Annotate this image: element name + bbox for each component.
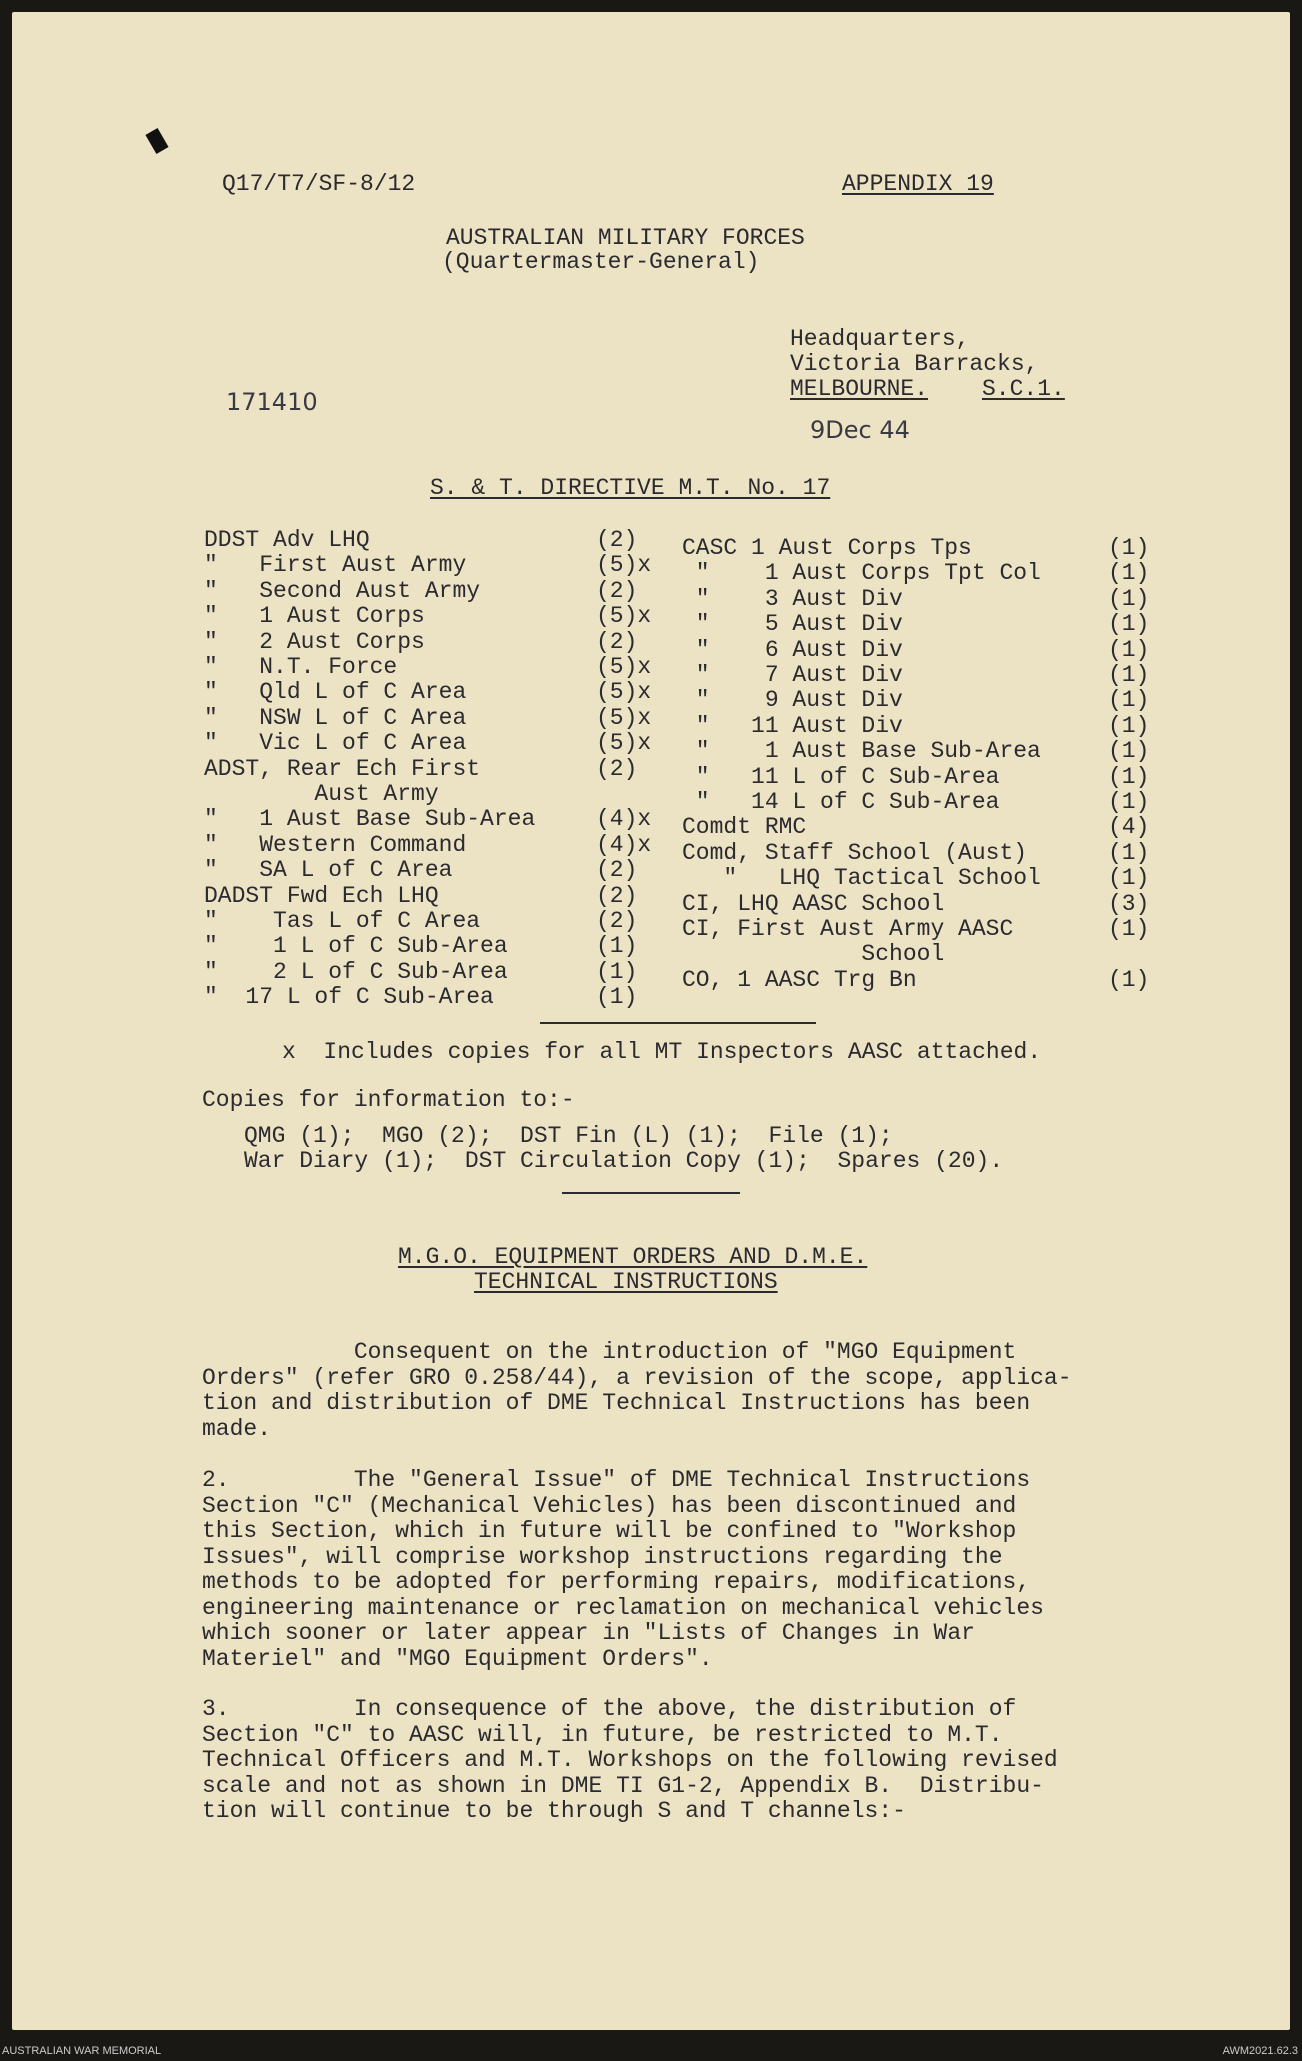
para2-line: Materiel" and "MGO Equipment Orders". (202, 1645, 713, 1672)
dist_right-entry-label: " 3 Aust Div (682, 585, 903, 612)
dist_left-entry-label: ADST, Rear Ech First (204, 755, 481, 782)
dist_right-entry-label: Comd, Staff School (Aust) (682, 839, 1028, 866)
address-line-4: S.C.1. (982, 376, 1065, 402)
dist_right-entry-label: CI, First Aust Army AASC (682, 916, 1014, 942)
copies-line-1: QMG (1); MGO (2); DST Fin (L) (1); File (1); (244, 1123, 893, 1149)
dist_right-entry-label: " 1 Aust Base Sub-Area (682, 738, 1041, 765)
appendix-label: APPENDIX 19 (842, 171, 994, 197)
dist_left-entry-label: DDST Adv LHQ (204, 527, 370, 553)
section-title-line-1: M.G.O. EQUIPMENT ORDERS AND D.M.E. (398, 1244, 868, 1270)
dist_right-entry-count: (1) (1108, 687, 1150, 714)
dist_left-entry-count: (5)х (596, 552, 652, 579)
document-date: 9Dec 44 (810, 416, 910, 444)
dist_left-entry-count: (2) (596, 577, 638, 604)
dist_left-entry-label: " NSW L of C Area (204, 704, 467, 731)
para1-line: tion and distribution of DME Technical Instructions has been (202, 1390, 1031, 1416)
footer-credit: AUSTRALIAN WAR MEMORIAL (2, 2045, 162, 2057)
footer-accession: AWM2021.62.3 (1222, 2045, 1298, 2057)
dist_left-entry-label: " First Aust Army (204, 552, 467, 579)
dist_right-entry-label: CI, LHQ AASC School (682, 890, 945, 917)
paragraph-1 (202, 1340, 1122, 1442)
dist_left-entry-count: (5)х (596, 730, 652, 757)
dist_right-entry-label: " 6 Aust Div (682, 636, 903, 663)
para3-line: Technical Officers and M.T. Workshops on the following revised (202, 1747, 1058, 1773)
dist_right-entry-label: Comdt RMC (682, 814, 807, 841)
dist_left-entry-count: (5)х (596, 679, 652, 706)
para2-line: Section "C" (Mechanical Vehicles) has been discontinued and (202, 1492, 1017, 1519)
footnote: х Includes copies for all MT Inspectors AASC attached. (282, 1039, 1042, 1065)
dist_right-entry-count: (1) (1108, 662, 1150, 688)
para3-line: 3. In consequence of the above, the distribution of (202, 1696, 1017, 1722)
dist_right-entry-label: " 9 Aust Div (682, 687, 903, 714)
dist_left-entry-label: " 1 Aust Base Sub-Area (204, 806, 536, 833)
dist_right-entry-label: CO, 1 AASC Trg Bn (682, 966, 917, 993)
dist_left-entry-label: " 2 L of C Sub-Area (204, 958, 508, 985)
dist_right-entry-label: " 7 Aust Div (682, 662, 903, 688)
directive-title: S. & T. DIRECTIVE M.T. No. 17 (430, 475, 831, 501)
address-line-2: Victoria Barracks, (790, 351, 1039, 377)
dist_left-entry-label: " 1 Aust Corps (204, 603, 425, 630)
para3-line: Section "C" to AASC will, in future, be restricted to M.T. (202, 1721, 1003, 1748)
address-line-3: MELBOURNE. (790, 376, 929, 402)
dist_right-entry-count: (1) (1108, 560, 1150, 587)
dist_left-entry-label: " Qld L of C Area (204, 679, 467, 706)
dist_left-entry-label: " 2 Aust Corps (204, 628, 425, 655)
dist_left-entry-label: " N.T. Force (204, 654, 398, 680)
dist_left-entry-label: " Second Aust Army (204, 577, 481, 604)
dist_left-entry-label: DADST Fwd Ech LHQ (204, 882, 439, 909)
dist_left-entry-count: (2) (596, 882, 638, 909)
para3-line: tion will continue to be through S and T channels:- (202, 1798, 906, 1824)
dist_left-entry-count: (2) (596, 857, 638, 884)
dist_right-entry-count: (1) (1108, 916, 1150, 942)
dist_right-entry-count: (3) (1108, 890, 1150, 917)
dist_right-entry-label: " 11 L of C Sub-Area (682, 763, 1000, 790)
dist_left-entry-label: " 1 L of C Sub-Area (204, 933, 508, 960)
dist_left-entry-count: (2) (596, 527, 638, 553)
dist_right-entry-label: " LHQ Tactical School (682, 865, 1041, 892)
dist_left-entry-label: " 17 L of C Sub-Area (204, 984, 494, 1011)
dist_right-entry-count: (1) (1108, 789, 1150, 815)
dist_right-entry-count: (1) (1108, 712, 1150, 739)
paragraph-2 (202, 1468, 1122, 1672)
dist_right-entry-count: (1) (1108, 865, 1150, 892)
dist_right-entry-count: (1) (1108, 611, 1150, 638)
organisation-title: AUSTRALIAN MILITARY FORCES (446, 225, 805, 251)
dist_left-entry-label: Aust Army (204, 781, 439, 807)
para2-line: methods to be adopted for performing repairs, modifications, (202, 1569, 1031, 1595)
copies-line-2: War Diary (1); DST Circulation Copy (1); Spares (20). (244, 1148, 1004, 1174)
dist_left-entry-count: (2) (596, 908, 638, 934)
dist_right-entry-label: " 14 L of C Sub-Area (682, 789, 1000, 815)
dist_left-entry-label: " Western Command (204, 831, 467, 858)
divider-rule-2 (562, 1192, 740, 1194)
dist_left-entry-count: (4)х (596, 806, 652, 833)
dist_right-entry-count: (1) (1108, 738, 1150, 765)
para2-line: this Section, which in future will be confined to "Workshop (202, 1518, 1017, 1544)
organisation-subtitle: (Quartermaster-General) (442, 249, 760, 275)
dist_left-entry-count: (4)х (596, 831, 652, 858)
dist_right-entry-count: (1) (1108, 763, 1150, 790)
dist_right-entry-count: (1) (1108, 966, 1150, 993)
dist_left-entry-count: (5)х (596, 704, 652, 731)
dist_left-entry-count: (1) (596, 984, 638, 1011)
dist_left-entry-label: " Tas L of C Area (204, 908, 481, 934)
file-reference: Q17/T7/SF-8/12 (222, 171, 416, 197)
dist_right-entry-count: (1) (1108, 636, 1150, 663)
dist_left-entry-count: (5)х (596, 603, 652, 630)
dist_left-entry-count: (1) (596, 933, 638, 960)
dist_left-entry-count: (1) (596, 958, 638, 985)
dist_right-entry-label: " 11 Aust Div (682, 712, 903, 739)
paragraph-3 (202, 1697, 1122, 1825)
dist_right-entry-count: (1) (1108, 585, 1150, 612)
dist_left-entry-label: " Vic L of C Area (204, 730, 467, 757)
dist_left-entry-label: " SA L of C Area (204, 857, 453, 884)
para2-line: engineering maintenance or reclamation on mechanical vehicles (202, 1594, 1044, 1621)
dist_left-entry-count: (5)х (596, 654, 652, 680)
dist_right-entry-label: CASC 1 Aust Corps Tps (682, 535, 972, 561)
para2-line: Issues", will comprise workshop instructions regarding the (202, 1543, 1003, 1570)
para3-line: scale and not as shown in DME TI G1-2, Appendix B. Distribu- (202, 1772, 1044, 1799)
para1-line: Consequent on the introduction of "MGO Equipment (202, 1339, 1017, 1365)
section-title-line-2: TECHNICAL INSTRUCTIONS (474, 1269, 778, 1295)
dist_right-entry-label: " 1 Aust Corps Tpt Col (682, 560, 1041, 587)
dist_right-entry-label: " 5 Aust Div (682, 611, 903, 638)
copies-heading: Copies for information to:- (202, 1087, 575, 1113)
dist_right-entry-count: (1) (1108, 839, 1150, 866)
para1-line: made. (202, 1415, 272, 1442)
para2-line: 2. The "General Issue" of DME Technical Instructions (202, 1467, 1031, 1493)
dist_left-entry-count: (2) (596, 628, 638, 655)
divider-rule (540, 1022, 816, 1024)
dist_left-entry-count: (2) (596, 755, 638, 782)
para2-line: which sooner or later appear in "Lists of Changes in War (202, 1620, 975, 1646)
dist_right-entry-label: School (682, 941, 945, 968)
address-line-1: Headquarters, (790, 326, 970, 352)
dist_right-entry-count: (4) (1108, 814, 1150, 841)
document-number: 171410 (226, 388, 318, 416)
para1-line: Orders" (refer GRO 0.258/44), a revision of the scope, applica- (202, 1364, 1072, 1391)
dist_right-entry-count: (1) (1108, 535, 1150, 561)
